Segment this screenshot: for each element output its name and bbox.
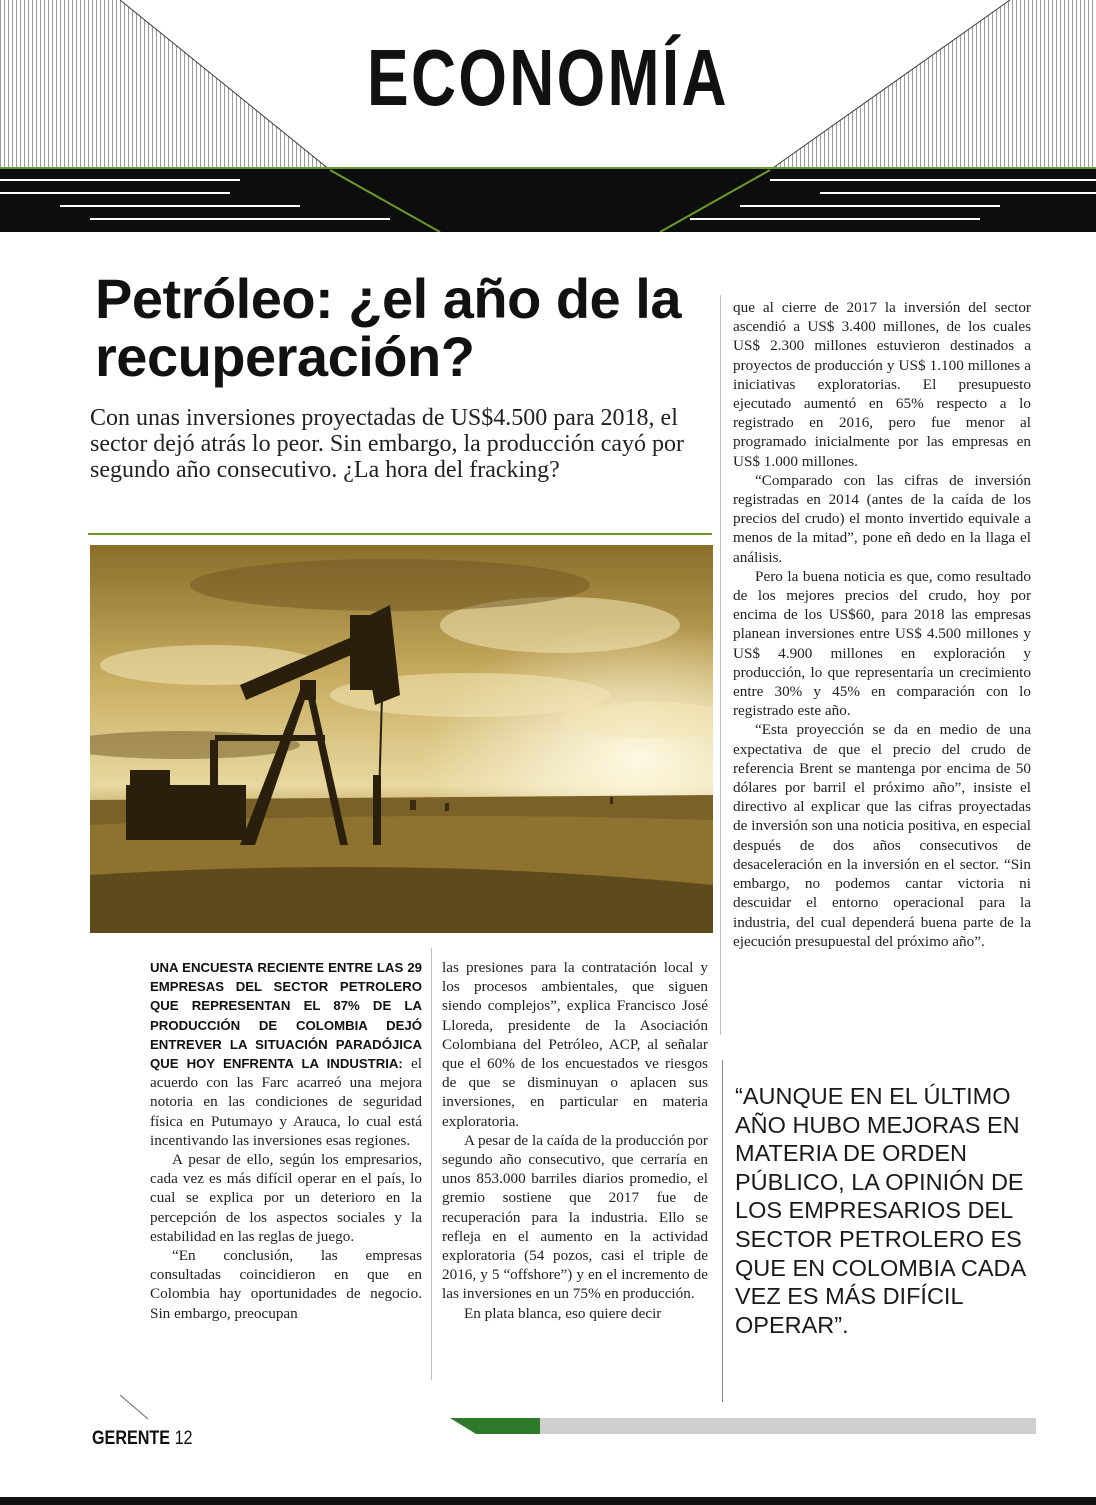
article-headline: Petróleo: ¿el año de la recuperación?: [95, 267, 681, 388]
col2-paragraph-3: En plata blanca, eso quiere decir: [464, 1304, 662, 1322]
column-divider-2: [720, 295, 721, 1035]
article-column-1: [150, 958, 422, 1323]
bottom-edge: [0, 1497, 1096, 1505]
article-column-3: [733, 298, 1031, 951]
col3-paragraph-3: Pero la buena noticia es que, como resultado de los mejores precios del crudo, hoy por encima de los US$60, para 2018 las empresas planean inversiones entre US$ 4.500 millones y US$ 4.900 millones en exploración y producción, lo que representaría un crecimiento entre 30% y 45% en comparación con lo registrado este año.: [733, 567, 1031, 720]
col1-paragraph-1: [150, 958, 422, 1150]
col1-paragraph-1-text: el acuerdo con las Farc acarreó una mejora notoria en las condiciones de seguridad física en Putumayo y Arauca, lo cual está incentivando las inversiones esas regiones.: [150, 1055, 422, 1149]
col1-paragraph-3: “En conclusión, las empresas consultadas coincidieron en que en Colombia hay oportunidades de negocio. Sin embargo, preocupan: [150, 1247, 422, 1322]
subtitle-rule: [88, 533, 712, 535]
oil-pumpjack-photo: [90, 545, 713, 933]
section-title: ECONOMÍA: [367, 33, 729, 122]
col3-paragraph-4: “Esta proyección se da en medio de una expectativa de que el precio del crudo de referencia Brent se mantenga por encima de 50 dólares por barril el próximo año”, insiste el directivo al explicar que las cifras proyectadas de inversión son una noticia positiva, en especial después de dos años consecutivos de desaceleración en la inversión en el sector. “Sin embargo, no podemos cantar victoria ni descuidar el entorno operacional para la industria, del cual dependerá buena parte de la ejecución presupuestal del próximo año”.: [733, 721, 1031, 950]
page-number: 12: [174, 1428, 193, 1449]
col2-paragraph-1: las presiones para la contratación local y los procesos ambientales, que siguen siendo complejos”, explica Francisco José Lloreda, presidente de la Asociación Colombiana del Petróleo, ACP, al señalar que el 60% de los encuestados ve riesgos de que se disminuyan o aplacen sus inversiones, en particular en materia exploratoria.: [442, 959, 708, 1130]
article-column-2: [442, 958, 708, 1323]
pullquote: “AUNQUE EN EL ÚLTIMO AÑO HUBO MEJORAS EN MATERIA DE ORDEN PÚBLICO, LA OPINIÓN DE LOS EMPRESARIOS DEL SECTOR PETROLERO ES QUE EN COLOMBIA CADA VEZ ES MÁS DIFÍCIL OPERAR”.: [735, 1083, 1025, 1338]
column-divider-1: [431, 948, 432, 1380]
article-subtitle: Con unas inversiones proyectadas de US$4.500 para 2018, el sector dejó atrás lo peor. Sin embargo, la producción cayó por segundo año consecutivo. ¿La hora del fracking?: [90, 405, 685, 483]
col2-paragraph-2: A pesar de la caída de la producción por segundo año consecutivo, que cerraría en unos 853.000 barriles diarios promedio, el gremio sostiene que 2017 fue de recuperación para la industria. Ello se refleja en el aumento en la actividad exploratoria (54 pozos, casi el triple de 2016, y 5 “offshore”) y en el incremento de las inversiones en un 75% en producción.: [442, 1131, 708, 1303]
footer-folio: [92, 1428, 193, 1450]
pullquote-rule: [722, 1060, 723, 1402]
magazine-name: GERENTE: [92, 1428, 171, 1449]
col3-paragraph-2: “Comparado con las cifras de inversión registradas en 2014 (antes de la caída de los precios del crudo) el monto invertido equivale a menos de la mitad”, pone eñ dedo en la llaga el análisis.: [733, 471, 1031, 566]
lead-caps-intro: UNA ENCUESTA RECIENTE ENTRE LAS 29 EMPRESAS DEL SECTOR PETROLERO QUE REPRESENTAN EL 87% DE LA PRODUCCIÓN DE COLOMBIA DEJÓ ENTREVER LA SITUACIÓN PARADÓJICA QUE HOY ENFRENTA LA INDUSTRIA:: [150, 960, 422, 1072]
col3-paragraph-1: que al cierre de 2017 la inversión del sector ascendió a US$ 3.400 millones, de los cuales US$ 2.300 millones estuvieron destinados a proyectos de producción y US$ 1.100 millones a iniciativas exploratorias. El presupuesto ejecutado aumentó en 65% respecto a lo registrado en 2016, pero fue menor al programado inicialmente por las empresas en US$ 1.000 millones.: [733, 299, 1031, 470]
col1-paragraph-2: A pesar de ello, según los empresarios, cada vez es más difícil operar en el país, lo cual se explica por un deterioro en la percepción de los aspectos sociales y la estabilidad en las reglas de juego.: [150, 1151, 422, 1245]
